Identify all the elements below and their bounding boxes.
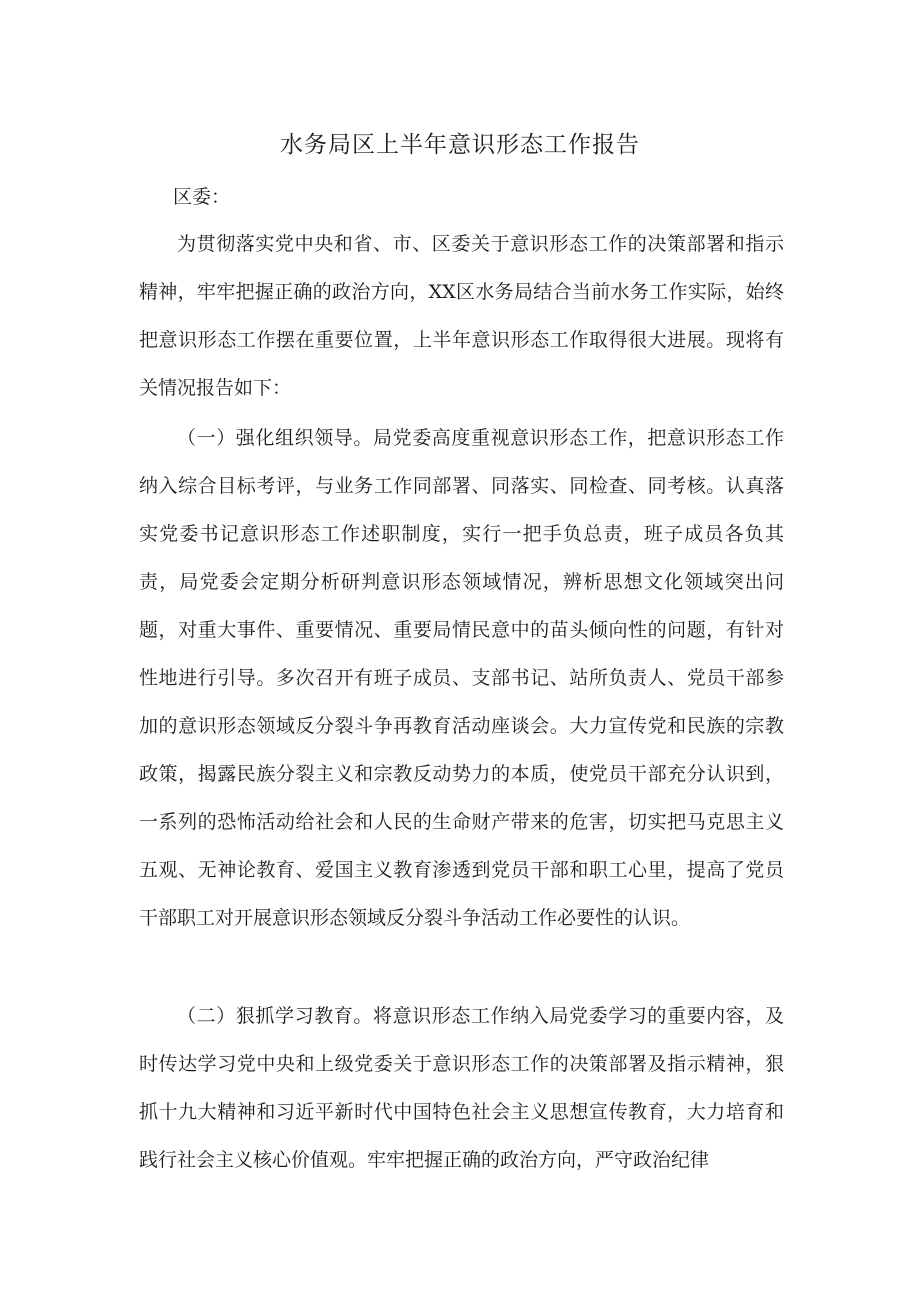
paragraph-intro: 为贯彻落实党中央和省、市、区委关于意识形态工作的决策部署和指示精神，牢牢把握正确的政治方向，XX区水务局结合当前水务工作实际，始终把意识形态工作摆在重要位置，上半年意识形态工作取得很大进展。现将有关情况报告如下： (139, 233, 784, 399)
paragraph-organization: （一）强化组织领导。局党委高度重视意识形态工作，把意识形态工作纳入综合目标考评，与业务工作同部署、同落实、同检查、同考核。认真落实党委书记意识形态工作述职制度，实行一把手负总责，班子成员各负其责，局党委会定期分析研判意识形态领域情况，辨析思想文化领域突出问题，对重大事件、重要情况、重要局情民意中的苗头倾向性的问题，有针对性地进行引导。多次召开有班子成员、支部书记、站所负责人、党员干部参加的意识形态领域反分裂斗争再教育活动座谈会。大力宣传党和民族的宗教政策，揭露民族分裂主义和宗教反动势力的本质，使党员干部充分认识到，一系列的恐怖活动给社会和人民的生命财产带来的危害，切实把马克思主义五观、无神论教育、爱国主义教育渗透到党员干部和职工心里，提高了党员干部职工对开展意识形态领域反分裂斗争活动工作必要性的认识。 (139, 427, 784, 929)
paragraph-study: （二）狠抓学习教育。将意识形态工作纳入局党委学习的重要内容，及时传达学习党中央和上级党委关于意识形态工作的决策部署及指示精神，狠抓十九大精神和习近平新时代中国特色社会主义思想宣传教育，大力培育和践行社会主义核心价值观。牢牢把握正确的政治方向，严守政治纪律 (139, 1005, 784, 1171)
salutation: 区委： (173, 186, 231, 208)
document-title: 水务局区上半年意识形态工作报告 (280, 132, 640, 158)
